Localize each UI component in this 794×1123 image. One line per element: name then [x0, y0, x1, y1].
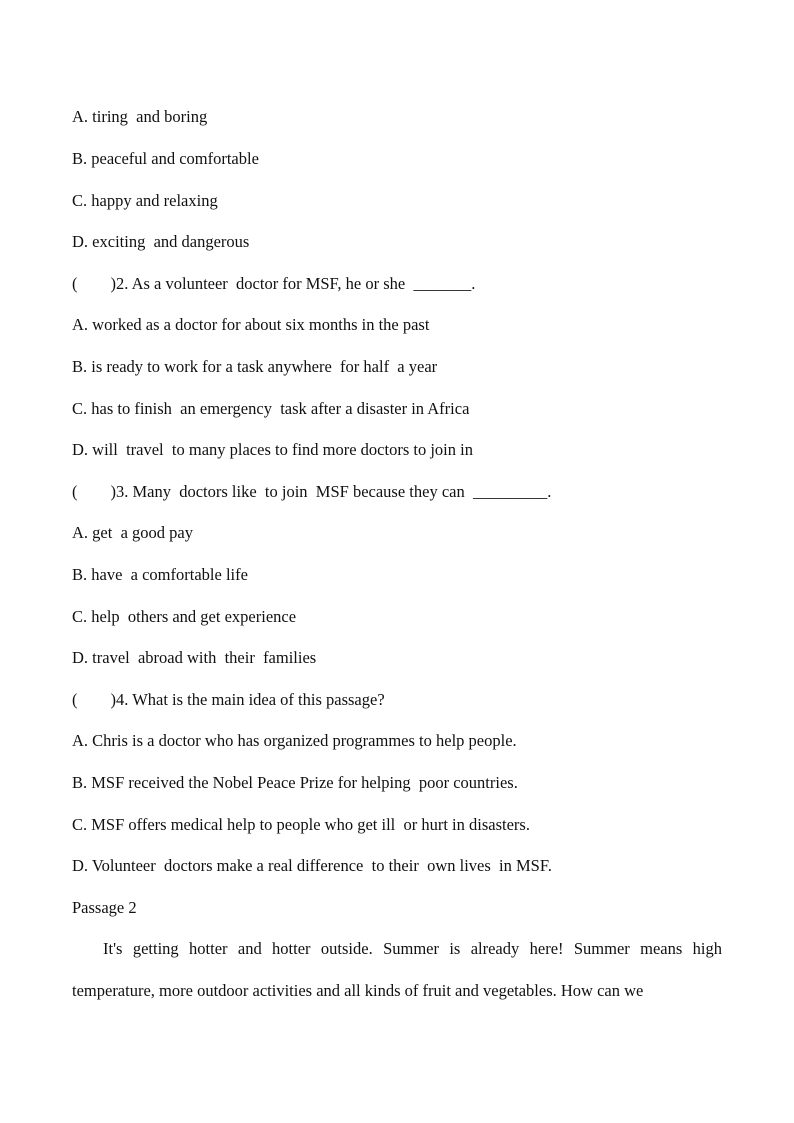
- q3-option-d: D. travel abroad with their families: [72, 648, 317, 667]
- q4-option-c: C. MSF offers medical help to people who get ill or hurt in disasters.: [72, 815, 530, 834]
- q1-option-b: B. peaceful and comfortable: [72, 149, 259, 168]
- q1-option-a: A. tiring and boring: [72, 107, 208, 126]
- passage-heading: Passage 2: [72, 898, 137, 917]
- q1-option-c: C. happy and relaxing: [72, 191, 218, 210]
- q2-stem: ( )2. As a volunteer doctor for MSF, he or she _______.: [72, 274, 476, 293]
- q4-stem: ( )4. What is the main idea of this passage?: [72, 690, 385, 709]
- q2-option-d: D. will travel to many places to find more doctors to join in: [72, 440, 473, 459]
- q4-option-d: D. Volunteer doctors make a real difference to their own lives in MSF.: [72, 856, 552, 875]
- q4-option-b: B. MSF received the Nobel Peace Prize for helping poor countries.: [72, 773, 518, 792]
- q1-option-d: D. exciting and dangerous: [72, 232, 250, 251]
- q2-option-b: B. is ready to work for a task anywhere for half a year: [72, 357, 438, 376]
- q3-option-c: C. help others and get experience: [72, 607, 297, 626]
- q3-stem: ( )3. Many doctors like to join MSF because they can _________.: [72, 482, 552, 501]
- q3-option-b: B. have a comfortable life: [72, 565, 248, 584]
- q2-option-a: A. worked as a doctor for about six months in the past: [72, 315, 430, 334]
- q2-option-c: C. has to finish an emergency task after a disaster in Africa: [72, 399, 470, 418]
- q4-option-a: A. Chris is a doctor who has organized programmes to help people.: [72, 731, 517, 750]
- passage-paragraph: It's getting hotter and hotter outside. Summer is already here! Summer means high temperature, more outdoor activities and all kinds of fruit and vegetables. How can we: [72, 939, 722, 1000]
- q3-option-a: A. get a good pay: [72, 523, 193, 542]
